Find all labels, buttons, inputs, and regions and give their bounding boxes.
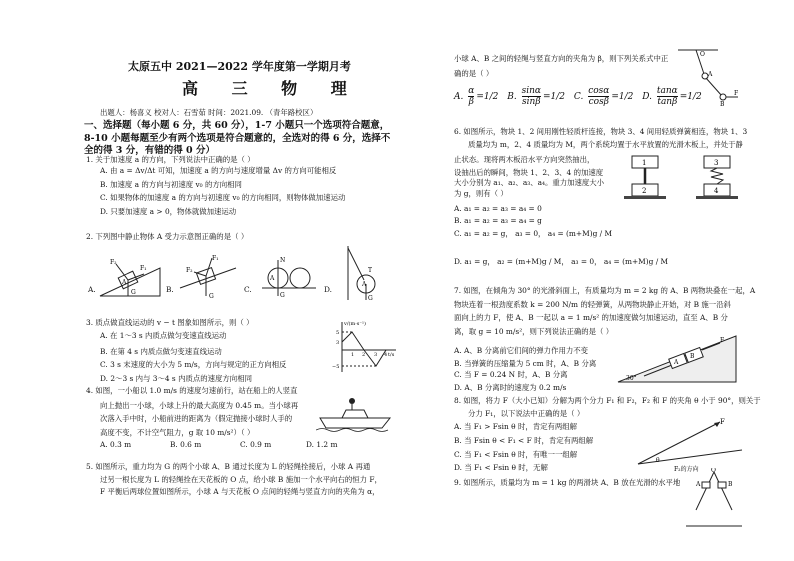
- q1-option-c: C. 如果物体的加速度 a 的方向与初速度 v₀ 的方向相同，则物体做加速运动: [100, 193, 346, 202]
- q3-tick-5: 5: [336, 330, 340, 336]
- q5-choices: [454, 86, 702, 107]
- q8-option-d: D. 当 F₁ < Fsin θ 时，无解: [454, 463, 548, 472]
- q4-boat-figure: [316, 396, 394, 432]
- q5-continuation: 小球 A、B 之间的轻绳与竖直方向的夹角为 β，则下列关系式中正: [454, 54, 669, 63]
- q9-fig-o: O: [711, 468, 716, 474]
- q8-stem-line1: 8. 如图，将力 F（大小已知）分解为两个分力 F₁ 和 F₂，F₂ 和 F 的夹角 θ 小于 90°，则关于: [454, 396, 761, 405]
- q1-stem: 1. 关于加速度 a 的方向，下列说法中正确的是（ ）: [86, 155, 255, 164]
- q8-fig-f: F: [720, 418, 725, 426]
- q7-stem-line2: 物块连着一根劲度系数 k = 200 N/m 的轻弹簧，从两物块静止开始，对 B 施一沿斜: [454, 300, 731, 309]
- q5-fig-b: B: [720, 101, 725, 108]
- q8-fig-f2-direction: F₂的方向: [674, 466, 699, 472]
- q6-stem-line2: 质量均为 m，2、4 质量均为 M，两个系统均置于水平放置的光滑木板上，并处于静: [468, 140, 743, 149]
- q4-stem-line3: 次落入手中时，小船前进的距离为（假定抛接小球时人手的: [100, 414, 293, 423]
- q1-option-d: D. 只要加速度 a > 0，物体就做加速运动: [100, 207, 237, 216]
- q2-option-d: D.: [324, 285, 333, 294]
- q3-tick-t3: 3: [374, 352, 378, 358]
- q3-option-b: B. 在第 4 s 内质点做匀变速直线运动: [100, 347, 222, 356]
- q6-block-3: 3: [714, 159, 719, 167]
- q6-figure: [620, 152, 746, 210]
- q2c-n-label: N: [280, 257, 286, 264]
- q2d-a-label: A: [362, 281, 367, 288]
- q7-option-a: A. A、B 分离前它们间的弹力作用力不变: [454, 346, 589, 355]
- q8-option-c: C. 当 F₁ < Fsin θ 时，有唯一一组解: [454, 450, 578, 459]
- q4-stem-line1: 4. 如图，一小船以 1.0 m/s 的速度匀速前行，站在船上的人竖直: [86, 386, 298, 395]
- q5-choice-b: B. $\frac{\sin\alpha}{\sin\beta}$ =1/2: [507, 86, 565, 107]
- q8-option-a: A. 当 F₁ > Fsin θ 时，肯定有两组解: [454, 422, 578, 431]
- q6-stem-line3: 止状态。现将两木板沿水平方向突然抽出，: [454, 155, 595, 164]
- q6-stem-line4: 设抽出后的瞬间，物块 1、2、3、4 的加速度: [454, 168, 604, 177]
- q9-fig-a: A: [696, 481, 701, 488]
- q5-choice-d: D. $\frac{\tan\alpha}{\tan\beta}$ =1/2: [642, 86, 702, 107]
- q7-fig-f: F: [720, 337, 725, 344]
- q7-option-d: D. A、B 分离时的速度为 0.2 m/s: [454, 383, 567, 392]
- q6-stem-line5: 大小分别为 a₁、a₂、a₃、a₄。重力加速度大小: [454, 178, 605, 187]
- q3-option-c: C. 3 s 末速度的大小为 5 m/s，方向与规定的正方向相反: [100, 360, 287, 369]
- q9-figure: [682, 468, 746, 532]
- q7-fig-b: B: [690, 353, 695, 360]
- q6-option-d: D. a₁ = g， a₂ = (m+M)g / M， a₃ = 0， a₄ = (m+M)g / M: [454, 257, 669, 266]
- q2a-a-label: A: [122, 279, 127, 286]
- q1-option-b: B. 加速度 a 的方向与初速度 v₀ 的方向相同: [100, 180, 242, 189]
- q3-vt-graph: [332, 318, 398, 374]
- q6-option-a: A. a₁ = a₂ = a₃ = a₄ = 0: [454, 204, 542, 213]
- q1-option-a: A. 由 a = Δv/Δt 可知，加速度 a 的方向与速度增量 Δv 的方向可能相反: [100, 166, 337, 175]
- q3-tick-3: 3: [336, 340, 340, 346]
- q3-option-a: A. 在 1～3 s 内质点做匀变速直线运动: [100, 331, 227, 340]
- q6-block-1: 1: [642, 159, 647, 167]
- q4-option-c: C. 0.9 m: [240, 440, 272, 449]
- q7-option-b: B. 当弹簧的压缩量为 5 cm 时，A、B 分离: [454, 359, 597, 368]
- q2a-f1-label: F₁: [140, 265, 147, 272]
- q8-stem-line2: 分力 F₁，以下说法中正确的是（ ）: [468, 409, 585, 418]
- q2c-a-label: A: [270, 275, 275, 282]
- q5-stem-line3: F 平衡后两球位置如图所示，小球 A 与天花板 O 点间的轻绳与竖直方向的夹角为 α，: [100, 487, 380, 496]
- q2-figure-c: [256, 254, 322, 298]
- q7-stem-line3: 面向上的力 F，使 A、B 一起以 a = 1 m/s² 的加速度做匀加速运动，直至 A、B 分: [454, 313, 728, 322]
- q2-figure-d: [334, 244, 386, 302]
- q2a-g-label: G: [131, 289, 136, 296]
- q4-stem-line4: 高度不变，不计空气阻力，g 取 10 m/s²）（ ）: [100, 428, 255, 437]
- q2-option-a: A.: [88, 285, 96, 294]
- q3-x-axis-label: t/s: [388, 352, 395, 358]
- q6-stem-line1: 6. 如图所示，物块 1、2 间用刚性轻质杆连接，物块 3、4 间用轻质弹簧相连，物块 1、3: [454, 127, 748, 136]
- q4-option-a: A. 0.3 m: [100, 440, 132, 449]
- subject-title: 高 三 物 理: [182, 79, 361, 98]
- q2-stem: 2. 下列图中静止物体 A 受力示意图正确的是（ ）: [86, 232, 249, 241]
- q2a-f2-label: F₂: [110, 259, 117, 266]
- q9-stem: 9. 如图所示，质量均为 m = 1 kg 的两滑块 A、B 放在光滑的水平地: [454, 478, 681, 487]
- q7-stem-line4: 离，取 g = 10 m/s²，则下列说法正确的是（ ）: [454, 327, 614, 336]
- q2-option-c: C.: [244, 285, 252, 294]
- q2b-f2-label: F₂: [186, 267, 193, 274]
- q3-tick-t4: 4: [384, 352, 388, 358]
- q7-fig-a: A: [674, 359, 679, 366]
- q3-tick-t2: 2: [362, 352, 366, 358]
- q5-continuation-2: 确的是（ ）: [454, 69, 494, 78]
- q2b-f1-label: F₁: [212, 255, 219, 262]
- q5-fig-o: O: [700, 51, 705, 58]
- q9-fig-b: B: [728, 481, 733, 488]
- q2b-g-label: G: [209, 293, 214, 300]
- q3-tick-neg5: −5: [332, 364, 340, 370]
- q4-option-d: D. 1.2 m: [306, 440, 338, 449]
- q5-fig-f: F: [734, 90, 739, 97]
- section-1-heading: 一、选择题（每小题 6 分，共 60 分），1-7 小题只一个选项符合题意，8-10 小题每题至少有两个选项是符合题意的，全选对的得 6 分，选择不全的得 3 分，有错的得 0 分）: [84, 120, 391, 156]
- q3-y-axis-label: v/(m·s⁻¹): [344, 321, 366, 327]
- q6-stem-line6: 为 g，则有（ ）: [454, 189, 508, 198]
- q5-fig-a: A: [708, 71, 713, 78]
- q5-stem-line2: 过另一根长度为 L 的轻绳拴在天花板的 O 点，给小球 B 施加一个水平向右的恒力 F，: [100, 475, 382, 484]
- q3-option-d: D. 2～3 s 内与 3～4 s 内质点的速度方向相同: [100, 374, 252, 383]
- exam-title: 太原五中 2021—2022 学年度第一学期月考: [128, 60, 351, 73]
- q2d-t-label: T: [368, 267, 373, 274]
- q2c-g-label: G: [280, 292, 285, 298]
- q7-stem-line1: 7. 如图，在倾角为 30° 的光滑斜面上，有质量均为 m = 2 kg 的 A、B 两物块叠在一起，A: [454, 286, 756, 295]
- q8-option-b: B. 当 Fsin θ < F₁ < F 时，肯定有两组解: [454, 436, 594, 445]
- q2d-g-label: G: [368, 295, 373, 302]
- q2-figure-a: [98, 254, 162, 300]
- q5-choice-a: A. $\frac{\alpha}{\beta}$ =1/2: [454, 86, 499, 107]
- exam-meta: 出题人：杨喜义 校对人：石雪茹 时间：2021.09. （青年路校区）: [100, 108, 318, 117]
- q2-option-b: B.: [166, 285, 174, 294]
- q5-choice-c: C. $\frac{\cos\alpha}{\cos\beta}$ =1/2: [573, 86, 634, 107]
- q4-stem-line2: 向上抛出一小球，小球上升的最大高度为 0.45 m。当小球再: [100, 401, 299, 410]
- q3-stem: 3. 质点做直线运动的 v − t 图象如图所示，则（ ）: [86, 318, 254, 327]
- q5-stem-line1: 5. 如图所示，重力均为 G 的两个小球 A、B 通过长度为 L 的轻绳拴接后，小球 A 再通: [86, 462, 371, 471]
- q4-option-b: B. 0.6 m: [170, 440, 202, 449]
- q7-incline-figure: [614, 330, 740, 386]
- q3-tick-t1: 1: [351, 352, 355, 358]
- q6-block-4: 4: [714, 187, 719, 195]
- q6-option-c: C. a₁ = a₂ = g， a₃ = 0， a₄ = (m+M)g / M: [454, 229, 613, 238]
- q8-fig-theta: θ: [656, 457, 660, 464]
- q7-option-c: C. 当 F = 0.24 N 时，A、B 分离: [454, 370, 568, 379]
- q8-figure: [634, 416, 746, 472]
- q6-block-2: 2: [642, 187, 647, 195]
- q2-figure-b: [176, 252, 240, 300]
- q7-angle-label: 30°: [626, 375, 637, 382]
- q6-option-b: B. a₁ = a₂ = a₃ = a₄ = g: [454, 216, 542, 225]
